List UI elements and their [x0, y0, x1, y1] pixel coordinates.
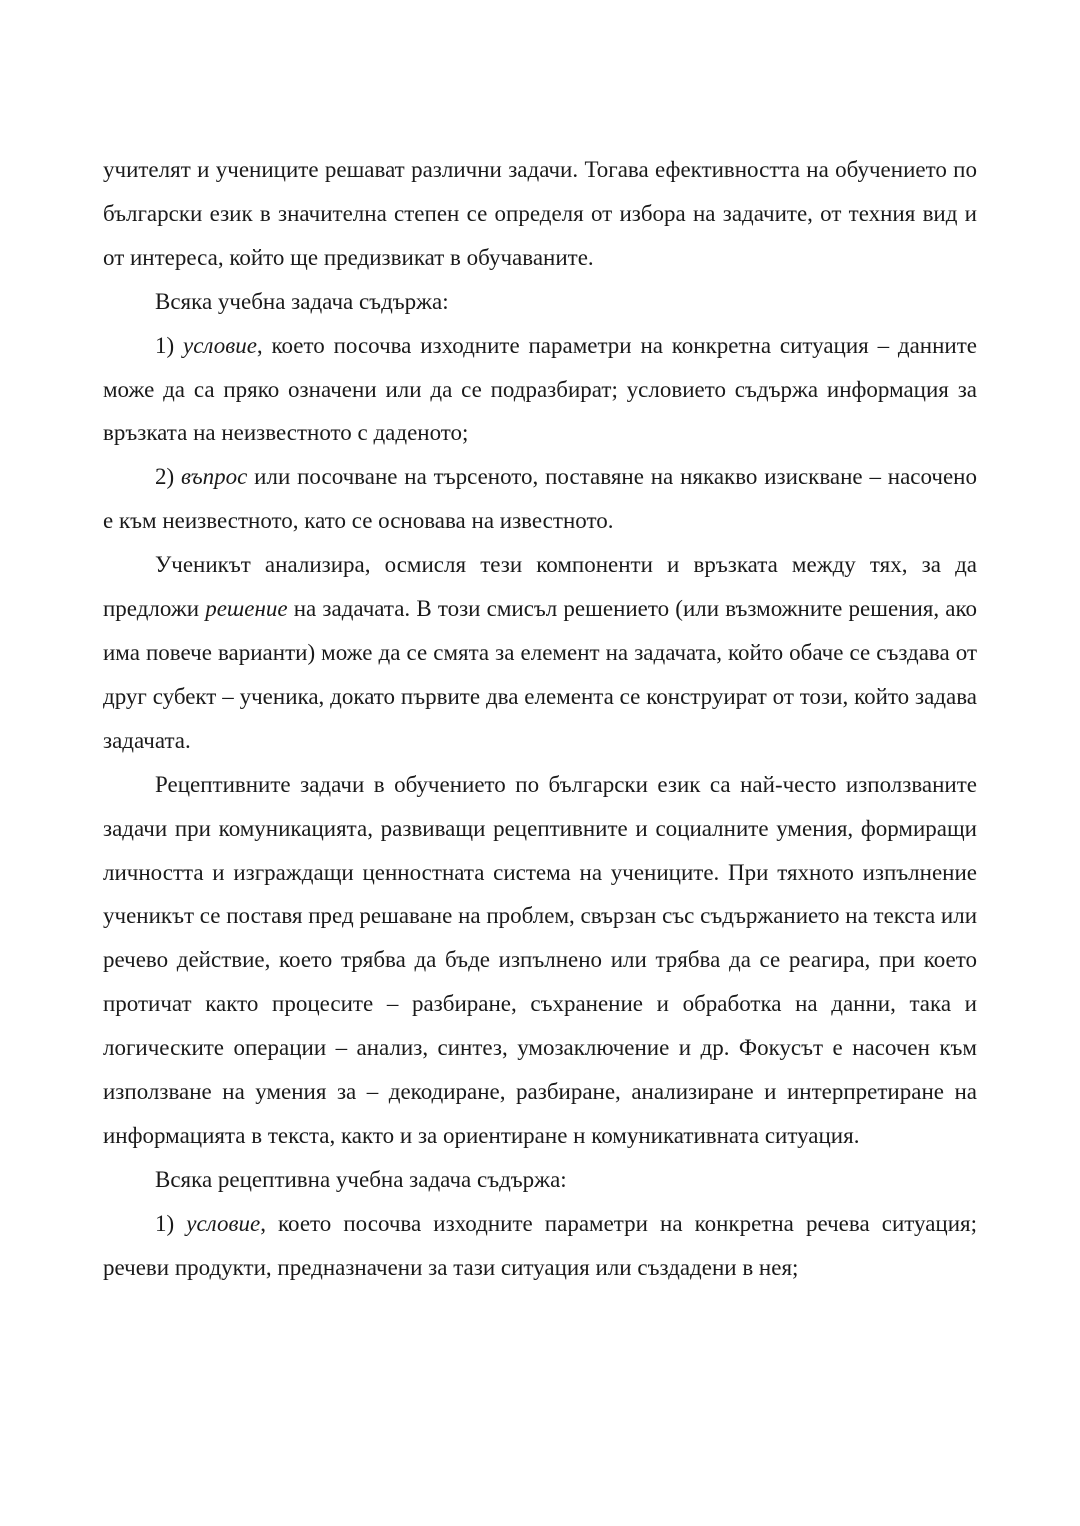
paragraph-7: Всяка рецептивна учебна задача съдържа:: [155, 1166, 567, 1192]
paragraph-3: [103, 324, 977, 456]
paragraph-4: [103, 455, 977, 543]
list-number: 1): [155, 1210, 175, 1236]
paragraph-1: учителят и учениците решават различни задачи. Тогава ефективността на обучението по български език в значителна степен се определя от избора на задачите, от техния вид и от интереса, който ще предизвикат в обучаваните.: [103, 157, 977, 270]
document-body: [103, 148, 977, 1290]
paragraph-5: [103, 543, 977, 763]
italic-term: условие: [186, 1210, 261, 1236]
italic-term: условие: [183, 332, 257, 358]
list-number: 2): [155, 464, 175, 490]
list-number: 1): [155, 332, 175, 358]
paragraph-6: Рецептивните задачи в обучението по български език са най-често използваните задачи при комуникацията, развиващи рецептивните и социалните умения, формиращи личността и изграждащи ценностната система на учениците. При тяхното изпълнение ученикът се поставя пред решаване на проблем, свързан със съдържанието на текста или речево действие, което трябва да бъде изпълнено или трябва да се реагира, при което протичат както процесите – разбиране, съхранение и обработка на данни, така и логическите операции – анализ, синтез, умозаключение и др. Фокусът е насочен към използване на умения за – декодиране, разбиране, анализиране и интерпретиране на информацията в текста, както и за ориентиране н комуникативната ситуация.: [103, 771, 977, 1148]
paragraph-text: или посочване на търсеното, поставяне на някакво изискване – насочено е към неизвестното, като се основава на известното.: [103, 464, 977, 534]
paragraph-text: , което посочва изходните параметри на конкретна ситуация – данните може да са пряко означени или да се подразбират; условието съдържа информация за връзката на неизвестното с даденото;: [103, 332, 977, 446]
italic-term: въпрос: [181, 464, 248, 490]
paragraph-8: [103, 1202, 977, 1290]
paragraph-text: Ученикът анализира, осмисля тези компоненти и връзката между тях, за да предложи: [103, 552, 977, 622]
paragraph-text: , което посочва изходните параметри на конкретна речева ситуация; речеви продукти, предназначени за тази ситуация или създадени в нея;: [103, 1210, 977, 1280]
italic-term: решение: [205, 596, 288, 622]
paragraph-2: Всяка учебна задача съдържа:: [155, 288, 449, 314]
paragraph-text: на задачата. В този смисъл решението (или възможните решения, ако има повече варианти) може да се смята за елемент на задачата, който обаче се създава от друг субект – ученика, докато първите два елемента се конструират от този, който задава задачата.: [103, 596, 977, 753]
